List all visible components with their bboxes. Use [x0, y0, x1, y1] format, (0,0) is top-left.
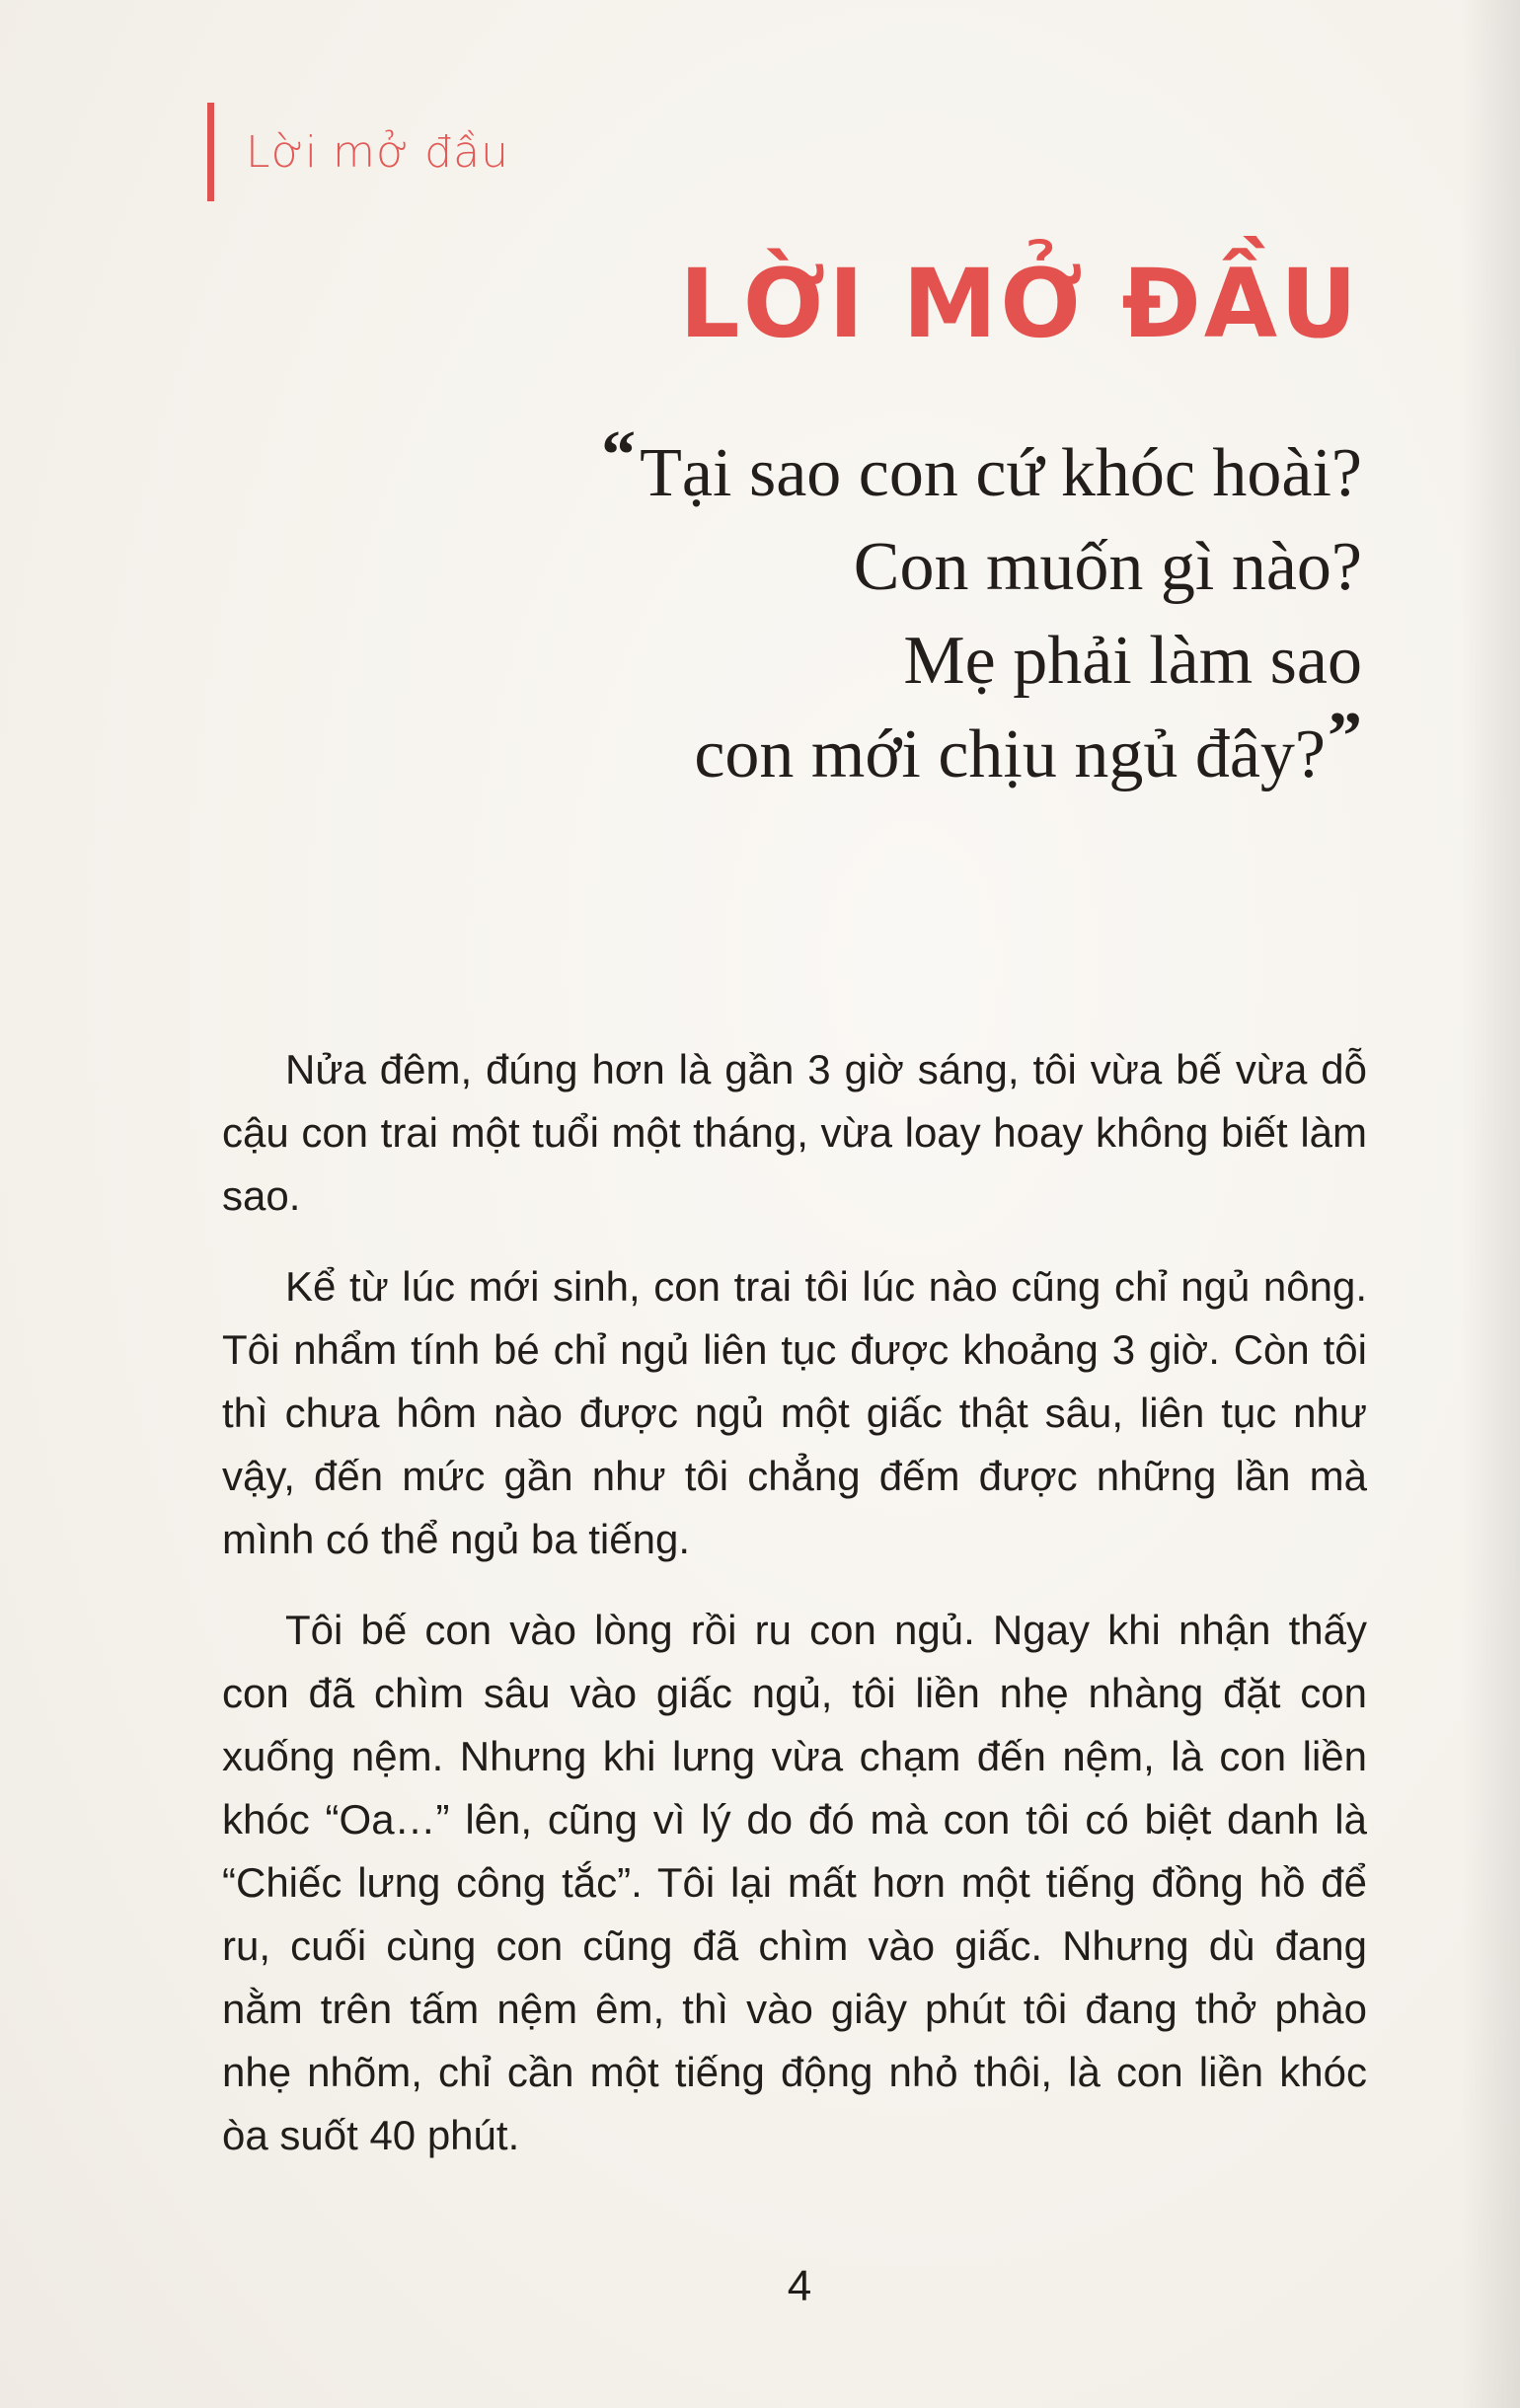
quote-line-1 [375, 417, 1362, 520]
close-quote-mark: ” [1328, 699, 1362, 775]
running-header [207, 103, 509, 201]
running-title: Lời mở đầu [246, 126, 509, 178]
page-number: 4 [787, 2262, 812, 2310]
quote-line-1-text: Tại sao con cứ khóc hoài? [640, 435, 1362, 511]
body-paragraph-1: Nửa đêm, đúng hơn là gần 3 giờ sáng, tôi vừa bế vừa dỗ cậu con trai một tuổi một tháng, vừa loay hoay không biết làm sao. [222, 1046, 1367, 1219]
header-accent-bar [207, 103, 214, 201]
open-quote-mark: “ [601, 417, 637, 493]
quote-line-2: Con muốn gì nào? [853, 529, 1362, 605]
quote-line-4 [375, 699, 1362, 801]
epigraph-quote [375, 417, 1362, 801]
chapter-title: LỜI MỞ ĐẦU [679, 249, 1360, 359]
quote-line-3: Mẹ phải làm sao [903, 623, 1362, 699]
body-paragraph-3: Tôi bế con vào lòng rồi ru con ngủ. Ngay khi nhận thấy con đã chìm sâu vào giấc ngủ, tôi liền nhẹ nhàng đặt con xuống nệm. Nhưng khi lưng vừa chạm đến nệm, là con liền khóc “Oa…” lên, cũng vì lý do đó mà con tôi có biệt danh là “Chiếc lưng công tắc”. Tôi lại mất hơn một tiếng đồng hồ để ru, cuối cùng con cũng đã chìm vào giấc. Nhưng dù đang nằm trên tấm nệm êm, thì vào giây phút tôi đang thở phào nhẹ nhõm, chỉ cần một tiếng động nhỏ thôi, là con liền khóc òa suốt 40 phút. [222, 1607, 1367, 2158]
quote-line-4-text: con mới chịu ngủ đây? [694, 716, 1326, 792]
spine-shadow [1461, 0, 1520, 2408]
body-text [222, 1038, 1367, 2195]
body-paragraph-2: Kể từ lúc mới sinh, con trai tôi lúc nào cũng chỉ ngủ nông. Tôi nhẩm tính bé chỉ ngủ liên tục được khoảng 3 giờ. Còn tôi thì chưa hôm nào được ngủ một giấc thật sâu, liên tục như vậy, đến mức gần như tôi chẳng đếm được những lần mà mình có thể ngủ ba tiếng. [222, 1263, 1367, 1562]
